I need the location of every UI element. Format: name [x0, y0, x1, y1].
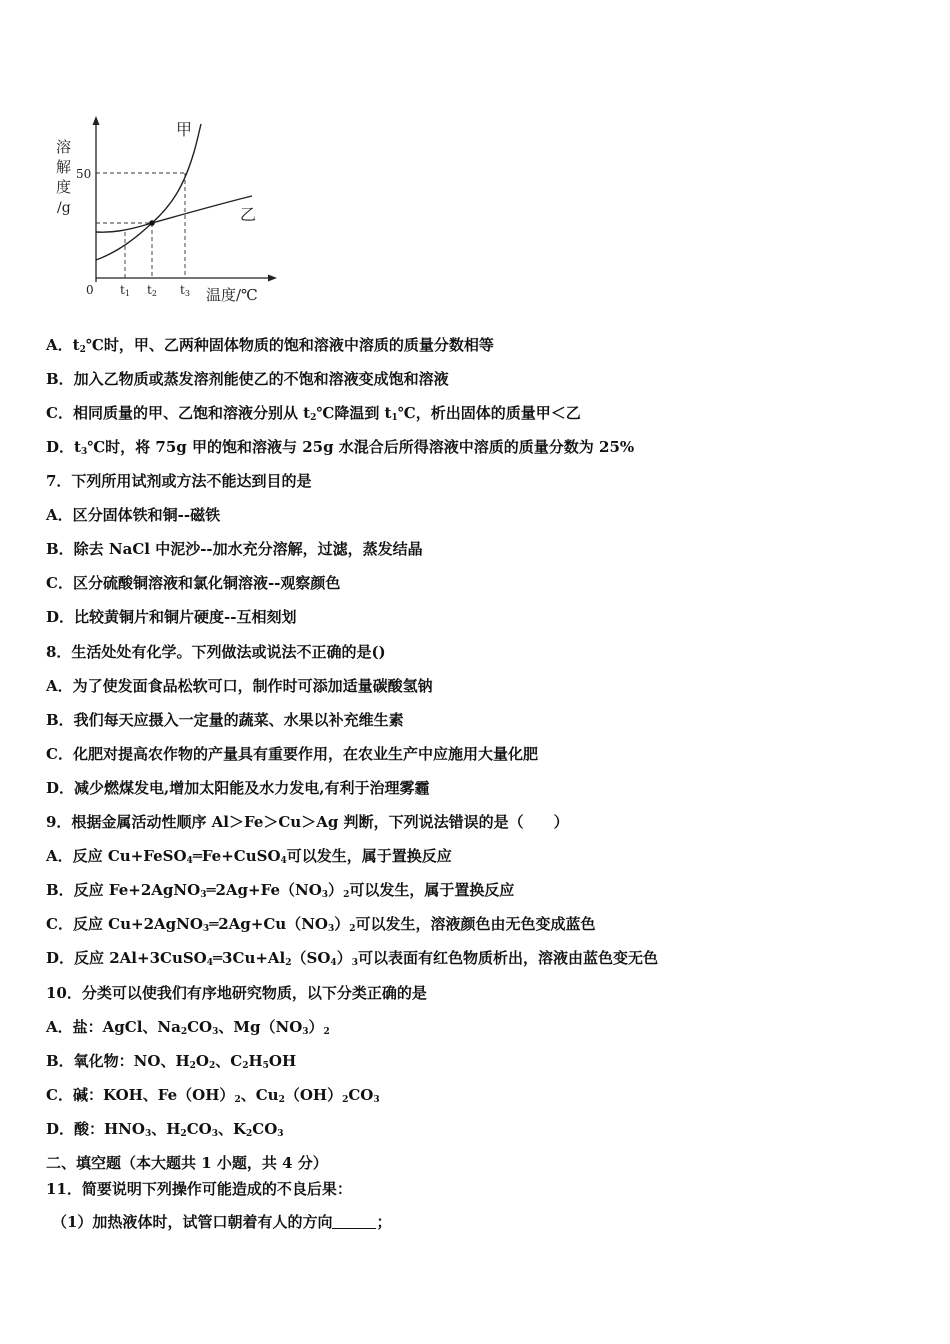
q8-option-a: A．为了使发面食品松软可口，制作时可添加适量碳酸氢钠 — [46, 677, 433, 695]
x-axis-label: 温度/℃ — [206, 286, 258, 304]
q9-option-c: C．反应 $Cu+2AgNO_3═2Ag+Cu(NO_3)_2$可以发生，溶液颜色由无色变成蓝色 — [46, 915, 596, 934]
y-axis-arrow — [93, 116, 100, 125]
curve-label-yi: 乙 — [240, 205, 257, 224]
section-heading: 二、填空题（本大题共 1 小题，共 4 分） — [46, 1154, 328, 1172]
q10-stem: 10．分类可以使我们有序地研究物质，以下分类正确的是 — [46, 984, 427, 1002]
q7-option-a: A．区分固体铁和铜--磁铁 — [46, 506, 221, 524]
q8-option-c: C．化肥对提高农作物的产量具有重要作用，在农业生产中应施用大量化肥 — [46, 745, 538, 763]
y-tick-50: 50 — [76, 167, 92, 181]
q6-option-b: B．加入乙物质或蒸发溶剂能使乙的不饱和溶液变成饱和溶液 — [46, 370, 449, 388]
intersection-point — [149, 220, 155, 226]
q7-option-c: C．区分硫酸铜溶液和氯化铜溶液--观察颜色 — [46, 574, 341, 592]
q10-option-a: A．盐：AgCl、$Na_2CO_3$、$Mg(NO_3)_2$ — [46, 1018, 330, 1037]
q9-stem: 9．根据金属活动性顺序 Al＞Fe＞Cu＞Ag 判断，下列说法错误的是（ ） — [46, 813, 569, 831]
q6-option-d: D．$t_3℃$时，将 75g 甲的饱和溶液与 25g 水混合后所得溶液中溶质的质量分数为 25% — [46, 438, 635, 457]
y-label-char: 度 — [56, 178, 72, 196]
x-tick-t3: t3 — [180, 283, 190, 298]
origin-label: 0 — [86, 283, 94, 297]
solubility-graph — [48, 112, 288, 312]
answer-blank[interactable] — [332, 1214, 376, 1229]
y-label-char: 解 — [56, 158, 72, 176]
q8-option-d: D．减少燃煤发电,增加太阳能及水力发电,有利于治理雾霾 — [46, 779, 430, 797]
q9-option-b: B．反应 $Fe+2AgNO_3═2Ag+Fe(NO_3)_2$可以发生，属于置换反应 — [46, 881, 515, 900]
q6-option-c: C．相同质量的甲、乙饱和溶液分别从 $t_2℃$降温到 $t_1℃$，析出固体的质量甲＜乙 — [46, 404, 581, 423]
q7-option-b: B．除去 NaCl 中泥沙--加水充分溶解，过滤，蒸发结晶 — [46, 540, 423, 558]
curve-label-jia: 甲 — [176, 120, 193, 139]
q9-option-a: A．反应 Cu+FeSO$_4$═Fe+CuSO$_4$可以发生，属于置换反应 — [46, 847, 452, 866]
y-label-char: /g — [57, 200, 71, 216]
y-label-char: 溶 — [56, 138, 72, 156]
q10-option-c: C．碱：KOH、$Fe(OH)_2$、$Cu_2(OH)_2CO_3$ — [46, 1086, 380, 1105]
x-tick-t2: t2 — [147, 283, 157, 298]
x-axis-arrow — [268, 275, 277, 282]
q6-option-a: A．$t_2℃$时，甲、乙两种固体物质的饱和溶液中溶质的质量分数相等 — [46, 336, 494, 355]
q10-option-d: D．酸：$HNO_3$、$H_2CO_3$、$K_2CO_3$ — [46, 1120, 284, 1139]
q11-part1: （1）加热液体时，试管口朝着有人的方向 ； — [52, 1213, 392, 1231]
q9-option-d: D．反应 $2Al+3CuSO_4═3Cu+Al_2(SO_4)_3$可以表面有红色物质析出，溶液由蓝色变无色 — [46, 949, 658, 968]
q7-option-d: D．比较黄铜片和铜片硬度--互相刻划 — [46, 608, 297, 626]
q11-stem: 11．简要说明下列操作可能造成的不良后果： — [46, 1180, 352, 1198]
q7-stem: 7．下列所用试剂或方法不能达到目的是 — [46, 472, 312, 490]
q10-option-b: B．氧化物：NO、$H_2O_2$、$C_2H_5OH$ — [46, 1052, 297, 1071]
q8-option-b: B．我们每天应摄入一定量的蔬菜、水果以补充维生素 — [46, 711, 404, 729]
q8-stem: 8．生活处处有化学。下列做法或说法不正确的是() — [46, 643, 386, 661]
x-tick-t1: t1 — [120, 283, 130, 298]
curve-yi — [96, 196, 252, 232]
